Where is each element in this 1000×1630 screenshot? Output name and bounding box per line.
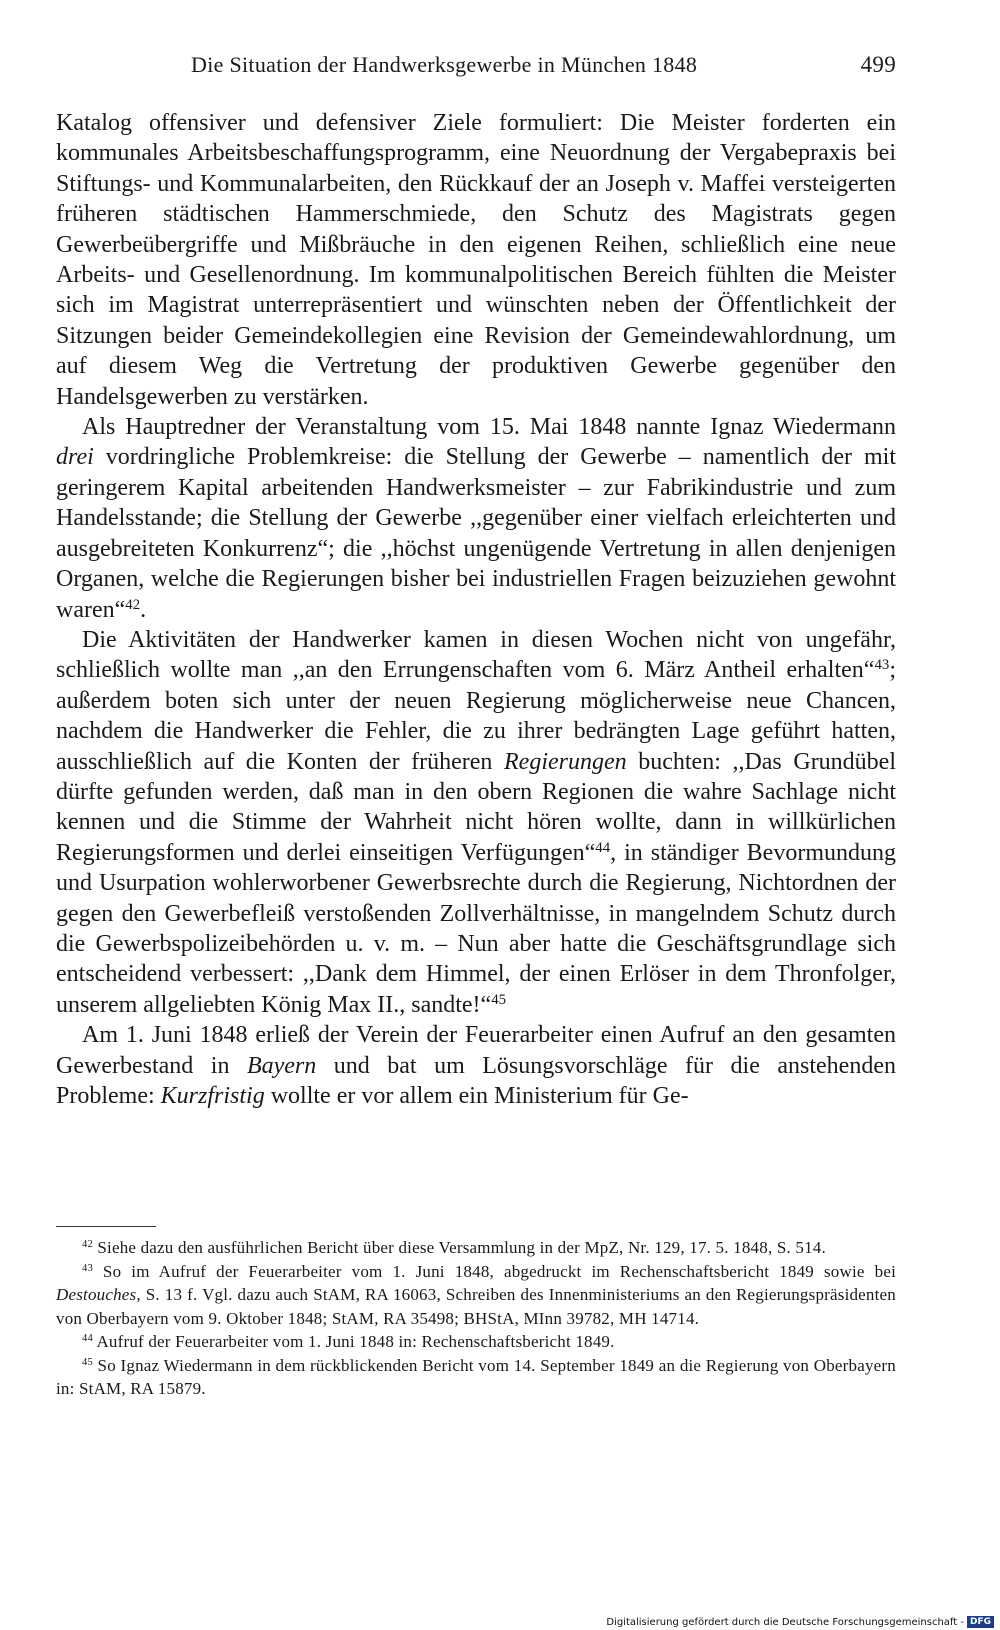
footnote-rule	[56, 1226, 156, 1227]
text-run: buchten: ,,Das Grundübel dürfte gefunden werden, daß man in den obern Regionen die wahre Sachlage nicht kennen und die Stimme der Wahrheit nicht hören wollte, dann in willkürlichen Regierungsformen und derlei einseitigen Verfügungen“	[56, 748, 897, 866]
footnote-ref: 44	[595, 839, 611, 856]
text-run: So Ignaz Wiedermann in dem rückblickenden Bericht vom 14. September 1849 an die Regierung von Oberbayern in: StAM, RA 15879.	[56, 1355, 896, 1398]
text-run: So im Aufruf der Feuerarbeiter vom 1. Juni 1848, abgedruckt im Rechenschaftsbericht 1849 sowie bei	[92, 1261, 896, 1281]
paragraph	[56, 412, 896, 625]
footnote	[56, 1236, 896, 1260]
footnote-ref: 42	[125, 596, 141, 613]
text-run: Als Hauptredner der Veranstaltung vom 15. Mai 1848 nannte Ignaz Wiedermann	[82, 414, 896, 441]
footnote-ref: 45	[491, 991, 507, 1008]
footnote-number: 44	[82, 1333, 93, 1345]
text-run: , in ständiger Bevormundung und Usurpation wohlerworbener Gewerbsrechte durch die Regierung, Nichtordnen der gegen den Gewerbefleiß verstoßenden Zollverhältnisse, in mangelndem Schutz durch die Gewerbspolizeibehörden u. v. m. – Nun aber hatte die Geschäftsgrundlage sich entscheidend verbessert: ,,Dank dem Himmel, der einen Erlöser in dem Thronfolger, unserem allgeliebten König Max II., sandte!“	[56, 839, 896, 1018]
footnote-number: 45	[82, 1356, 93, 1368]
italic-text: Bayern	[246, 1052, 317, 1079]
italic-text: Regierungen	[504, 748, 627, 775]
italic-text: drei	[56, 444, 94, 471]
text-run: Katalog offensiver und defensiver Ziele formuliert: Die Meister forderten ein kommunales Arbeitsbeschaffungsprogramm, eine Neuordnung der Vergabepraxis bei Stiftungs- und Kommunalarbeiten, den Rückkauf der an Joseph v. Maffei versteigerten früheren städtischen Hammerschmiede, den Schutz des Magistrats gegen Gewerbeübergriffe und Mißbräuche in den eigenen Reihen, schließlich eine neue Arbeits- und Gesellenordnung. Im kommunalpolitischen Bereich fühlten die Meister sich im Magistrat unterrepräsentiert und wünschten neben der Öffentlichkeit der Sitzungen beider Gemeindekollegien eine Revision der Gemeindewahlordnung, um auf diesem Weg die Vertretung der produktiven Gewerbe gegenüber den Handelsgewerben zu verstärken.	[56, 110, 896, 410]
text-run: Aufruf der Feuerarbeiter vom 1. Juni 1848 in: Rechenschaftsbericht 1849.	[92, 1332, 615, 1351]
footnote	[56, 1260, 896, 1331]
digitization-footer	[606, 1616, 994, 1628]
footnote-ref: 43	[874, 657, 890, 674]
text-run: und bat um Lösungsvorschläge für die anstehenden Probleme:	[56, 1052, 896, 1109]
text-run: S. 13 f. Vgl. dazu auch StAM, RA 16063, Schreiben des Innenministeriums an den Regierungspräsidenten von Oberbayern vom 9. Oktober 1848; StAM, RA 35498; BHStA, MInn 39782, MH 14714.	[56, 1285, 896, 1328]
text-run: ; außerdem boten sich unter der neuen Regierung möglicherweise neue Chancen, nachdem die Handwerker die Fehler, die zu ihrer bedrängten Lage geführt hatten, ausschließlich auf die Konten der früheren	[56, 657, 896, 775]
text-run: Die Aktivitäten der Handwerker kamen in diesen Wochen nicht von ungefähr, schließlich wollte man ,,an den Errungenschaften vom 6. März Antheil erhalten“	[56, 626, 896, 684]
footnote-number: 43	[82, 1262, 93, 1274]
running-head	[56, 52, 896, 86]
text-run: wollte er vor allem ein Ministerium für Ge-	[264, 1083, 689, 1109]
paragraph	[56, 1020, 896, 1111]
text-run: .	[140, 596, 147, 623]
footnote	[56, 1330, 896, 1354]
footnote	[56, 1354, 896, 1401]
paragraph	[56, 108, 896, 412]
italic-text: Destouches,	[56, 1285, 141, 1304]
italic-text: Kurzfristig	[160, 1083, 265, 1109]
text-run: Siehe dazu den ausführlichen Bericht über diese Versammlung in der MpZ, Nr. 129, 17. 5. 1848, S. 514.	[92, 1238, 826, 1257]
footer-text: Digitalisierung gefördert durch die Deutsche Forschungsgemeinschaft -	[606, 1616, 964, 1628]
text-run: Am 1. Juni 1848 erließ der Verein der Feuerarbeiter einen Aufruf an den gesamten Gewerbestand in	[56, 1022, 896, 1079]
body-text	[56, 108, 896, 1111]
page-number: 499	[860, 52, 896, 77]
text-run: vordringliche Problemkreise: die Stellung der Gewerbe – namentlich der mit geringerem Kapital arbeitenden Handwerksmeister – zur Fabrikindustrie und zum Handelsstande; die Stellung der Gewerbe ,,gegenüber einer vielfach erleichterten und ausgebreiteten Konkurrenz“; die ,,höchst ungenügende Vertretung in allen denjenigen Organen, welche die Regierungen bisher bei industriellen Fragen beizuziehen gewohnt waren“	[56, 444, 896, 623]
paragraph	[56, 625, 896, 1020]
footnote-number: 42	[82, 1239, 93, 1251]
running-head-title: Die Situation der Handwerksgewerbe in München 1848	[191, 52, 698, 77]
dfg-logo: DFG	[967, 1616, 994, 1628]
footnotes	[56, 1236, 896, 1401]
